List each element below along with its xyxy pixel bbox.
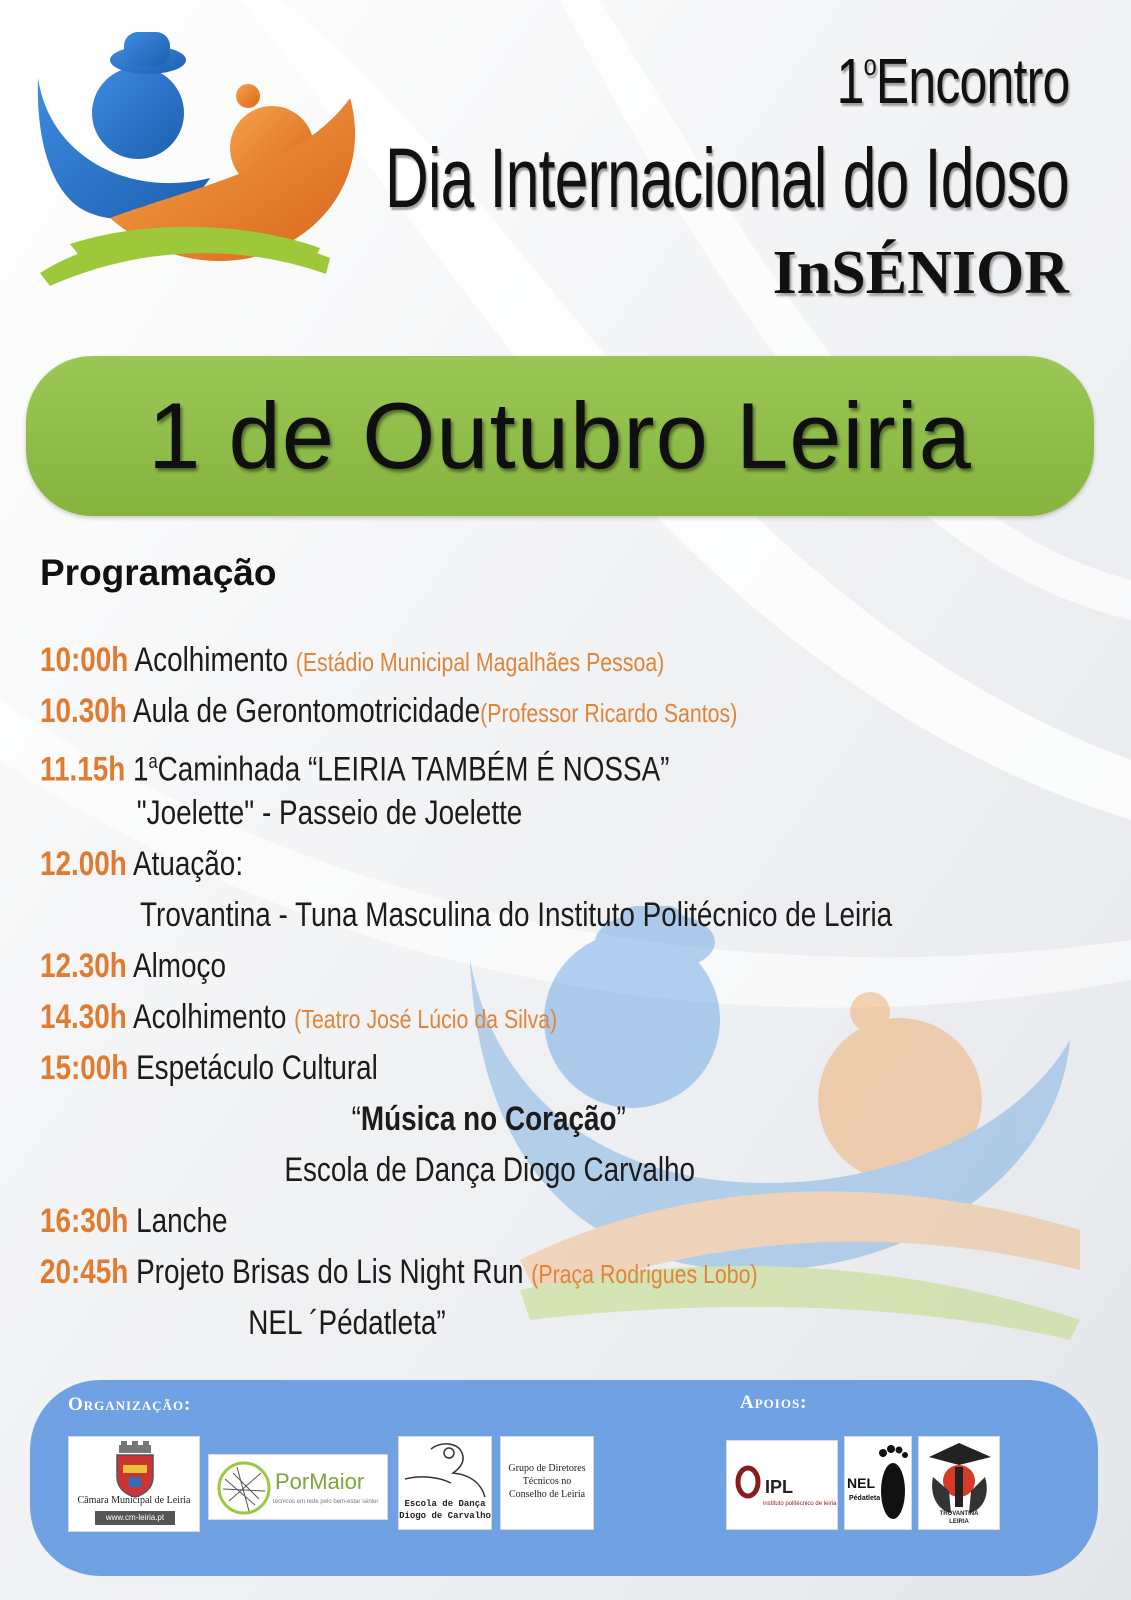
row-text: Escola de Dança Diogo Carvalho xyxy=(284,1151,696,1189)
programme-title: Programação xyxy=(40,552,277,593)
row-quote-open: “ xyxy=(351,1100,361,1138)
ipl-mark-icon xyxy=(735,1465,761,1499)
row-time: 12.30h xyxy=(40,947,127,985)
row-time: 12.00h xyxy=(40,845,127,883)
row-time: 10:00h xyxy=(40,641,129,679)
programme-row xyxy=(40,1196,893,1247)
row-text-bold: Música no Coração xyxy=(360,1100,617,1138)
trovantina-city: LEIRIA xyxy=(949,1519,969,1525)
row-text: Atuação: xyxy=(126,845,244,883)
row-location: (Teatro José Lúcio da Silva) xyxy=(294,1004,558,1034)
date-banner-text: 1 de Outubro Leiria xyxy=(148,383,972,488)
row-text: Acolhimento xyxy=(128,641,296,679)
nel-logo xyxy=(844,1436,912,1530)
programme-row-sub xyxy=(40,1298,893,1349)
row-text: Almoço xyxy=(126,947,226,985)
programme-row xyxy=(40,1043,893,1094)
programme-row xyxy=(40,1247,893,1298)
sponsors-footer xyxy=(30,1380,1098,1576)
camara-name: Câmara Municipal de Leiria xyxy=(77,1495,191,1506)
row-text: Aula de Gerontomotricidade xyxy=(126,692,481,730)
row-location: (Praça Rodrigues Lobo) xyxy=(531,1259,758,1289)
ipl-subtitle: instituto politécnico de leiria xyxy=(763,1501,837,1507)
row-text: Acolhimento xyxy=(126,998,295,1036)
title-dia-internacional: Dia Internacional do Idoso xyxy=(385,131,1069,225)
programme-row xyxy=(40,737,893,788)
grupo-line1: Grupo de Diretores xyxy=(508,1463,586,1474)
title-insenior: InSÉNIOR xyxy=(772,239,1069,307)
row-time: 11.15h xyxy=(40,750,126,789)
nel-subtitle: Pédatleta xyxy=(849,1495,881,1502)
row-time: 16:30h xyxy=(40,1202,129,1240)
ipl-logo xyxy=(726,1440,838,1530)
row-text: Lanche xyxy=(128,1202,228,1240)
row-text-sup: a xyxy=(148,751,158,773)
grupo-diretores-logo xyxy=(500,1436,594,1530)
camara-url: www.cm-leiria.pt xyxy=(95,1511,175,1525)
nel-name: NEL xyxy=(847,1475,875,1491)
pormaior-network-icon xyxy=(215,1459,273,1517)
pormaior-tagline: técnicos em rede pelo bem-estar sénior xyxy=(273,1499,379,1505)
row-text: Projeto Brisas do Lis Night Run xyxy=(128,1253,532,1291)
programme-row-sub xyxy=(40,1094,893,1145)
programme-row xyxy=(40,635,893,686)
row-quote-close: ” xyxy=(616,1100,626,1138)
organizacao-label: Organização: xyxy=(68,1394,192,1415)
row-time: 14.30h xyxy=(40,998,127,1036)
pormaior-name: PorMaior xyxy=(275,1469,365,1494)
row-time: 20:45h xyxy=(40,1253,129,1291)
trovantina-crest-icon xyxy=(919,1437,1000,1517)
insenior-logo xyxy=(30,18,380,298)
grupo-line2: Técnicos no xyxy=(522,1476,572,1487)
apoios-label: Apoios: xyxy=(740,1392,808,1413)
programme-row-sub xyxy=(40,788,893,839)
grupo-line3: Conselho de Leiria xyxy=(508,1489,586,1500)
escola-danca-logo xyxy=(398,1436,492,1530)
row-time: 10.30h xyxy=(40,692,127,730)
dancer-icon xyxy=(401,1439,491,1501)
pormaior-logo xyxy=(208,1454,388,1520)
ipl-name: IPL xyxy=(765,1477,794,1497)
date-banner xyxy=(26,356,1094,516)
row-time: 15:00h xyxy=(40,1049,129,1087)
coat-of-arms-icon xyxy=(69,1437,200,1499)
programme-list xyxy=(40,635,1080,1349)
escola-line2: Diogo de Carvalho xyxy=(399,1511,491,1521)
trovantina-logo xyxy=(918,1436,1000,1530)
row-text: NEL ´Pédatleta” xyxy=(248,1304,446,1342)
row-text: Espetáculo Cultural xyxy=(128,1049,378,1087)
camara-leiria-logo xyxy=(68,1436,200,1532)
trovantina-name: TROVANTINA xyxy=(939,1511,979,1517)
escola-line1: Escola de Dança xyxy=(404,1499,486,1509)
row-text: Caminhada “LEIRIA TAMBÉM É NOSSA” xyxy=(157,750,670,789)
programme-row-sub xyxy=(40,890,893,941)
row-location: (Estádio Municipal Magalhães Pessoa) xyxy=(295,647,665,677)
row-location: (Professor Ricardo Santos) xyxy=(480,698,738,728)
row-text: Trovantina - Tuna Masculina do Instituto Politécnico de Leiria xyxy=(140,896,893,934)
programme-row xyxy=(40,992,893,1043)
programme-row-sub xyxy=(40,1145,893,1196)
footprint-icon xyxy=(875,1441,911,1527)
title-encontro: 1$^o$Encontro xyxy=(836,45,1069,117)
row-text-prefix: 1 xyxy=(125,750,149,789)
row-text: "Joelette" - Passeio de Joelette xyxy=(136,794,523,832)
programme-row xyxy=(40,839,893,890)
programme-row xyxy=(40,941,893,992)
programme-row xyxy=(40,686,893,737)
